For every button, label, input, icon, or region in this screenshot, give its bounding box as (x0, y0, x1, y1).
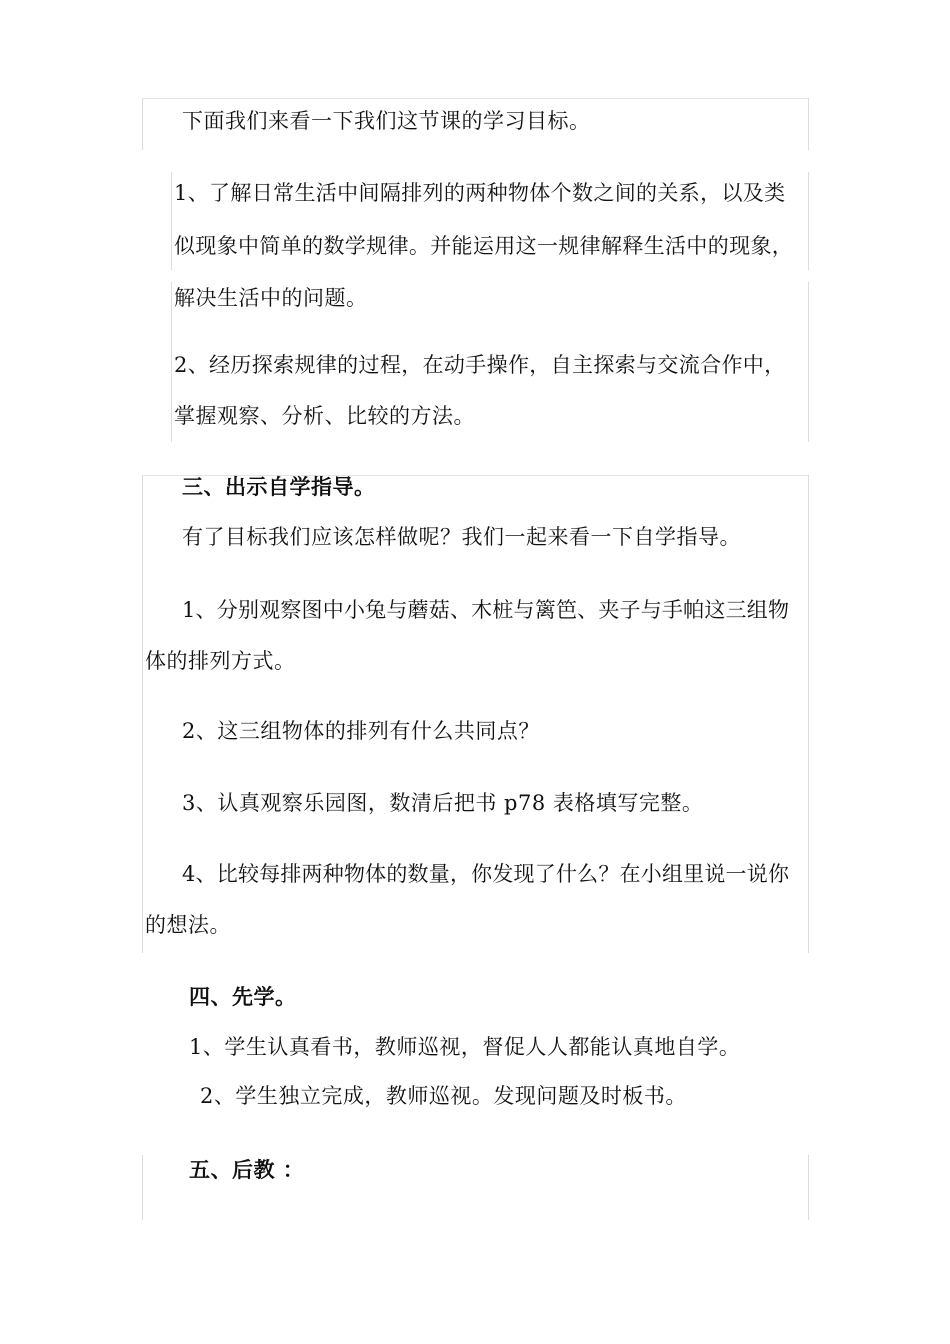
section-3-intro: 有了目标我们应该怎样做呢？我们一起来看一下自学指导。 (182, 525, 741, 549)
section-4-item-2: 2、学生独立完成，教师巡视。发现问题及时板书。 (200, 1084, 687, 1108)
section-3-item-3: 3、认真观察乐园图，数清后把书 p78 表格填写完整。 (182, 791, 704, 815)
table-border-right-1 (808, 98, 809, 150)
section-4-item-1: 1、学生认真看书，教师巡视，督促人人都能认真地自学。 (189, 1035, 741, 1059)
section-3-title: 三、出示自学指导。 (182, 474, 376, 499)
goal-1-line-2: 似现象中简单的数学规律。并能运用这一规律解释生活中的现象， (174, 234, 794, 258)
section-3-item-1-line-1: 1、分别观察图中小兔与蘑菇、木桩与篱笆、夹子与手帕这三组物 (182, 598, 790, 622)
table-border-right-3 (808, 282, 809, 442)
goal-1-line-3: 解决生活中的问题。 (174, 286, 368, 310)
section-3-item-4-line-2: 的想法。 (145, 913, 231, 937)
section-4-title: 四、先学。 (189, 984, 297, 1009)
table-border-right-4 (808, 475, 809, 953)
table-border-left-1 (142, 98, 143, 150)
section-5-title: 五、后教 ： (189, 1157, 305, 1182)
section-3-item-4-line-1: 4、比较每排两种物体的数量，你发现了什么？在小组里说一说你 (182, 862, 790, 886)
table-border-right-5 (808, 1155, 809, 1220)
goal-2-line-2: 掌握观察、分析、比较的方法。 (174, 404, 475, 428)
table-border-left-2 (171, 172, 172, 270)
table-border-left-4 (142, 475, 143, 953)
goal-1-line-1: 1、了解日常生活中间隔排列的两种物体个数之间的关系，以及类 (174, 181, 786, 205)
table-border-top (142, 98, 809, 99)
section-3-item-2: 2、这三组物体的排列有什么共同点？ (182, 719, 540, 743)
section-3-item-1-line-2: 体的排列方式。 (145, 649, 296, 673)
table-border-right-2 (808, 172, 809, 270)
intro-text: 下面我们来看一下我们这节课的学习目标。 (182, 109, 591, 133)
table-border-left-5 (142, 1155, 143, 1220)
goal-2-line-1: 2、经历探索规律的过程，在动手操作，自主探索与交流合作中， (174, 353, 786, 377)
table-border-left-3 (171, 282, 172, 442)
